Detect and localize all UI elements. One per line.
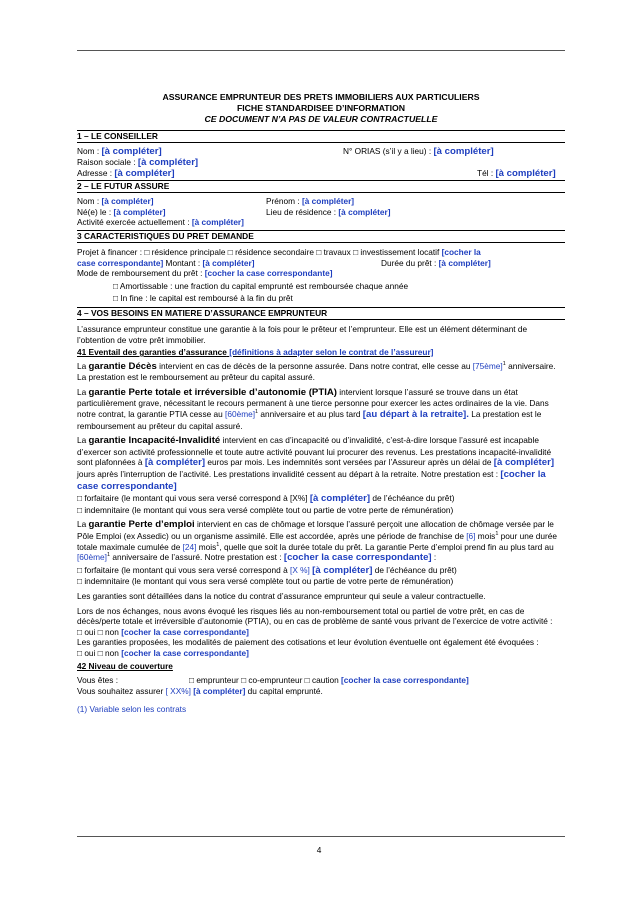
s2-nom-label: Nom : [77,196,102,207]
checkbox-garanties-oui[interactable]: □ [77,647,83,658]
s4-inv-cocher: [cocher la case correspondante] [77,469,546,492]
s1-raison-label: Raison sociale : [77,156,138,167]
s4-indem-label: indemnitaire (le montant qui vous sera versé complète tout ou partie de votre perte de rémunération) [82,504,454,515]
title-line-1: ASSURANCE EMPRUNTEUR DES PRETS IMMOBILIERS AUX PARTICULIERS [162,92,480,102]
s4-souhaitez-field[interactable]: [à compléter] [193,685,246,696]
s3-residence-secondaire-label: résidence secondaire [232,246,317,257]
s4-ptia-title: garantie Perte totale et irréversible d’autonomie (PTIA) [88,386,337,398]
s1-row-raison [77,157,565,168]
s1-nom-label: Nom : [77,146,102,157]
s4-ptia-age: [60ème] [225,409,256,420]
section-2-heading: 2 – LE FUTUR ASSURE [77,180,565,193]
checkbox-inv-indemnitaire[interactable]: □ [77,504,83,515]
s4-sub42: 42 Niveau de couverture [77,660,173,671]
s1-row-nom [77,146,565,157]
s4-souhaitez-x: [ XX%] [165,685,191,696]
s4-sub41-title: 41 Eventail des garanties d’assurance [77,347,227,358]
s4-inv-a: La [77,435,89,446]
s4-emp-a: La [77,519,89,530]
s2-activite-field[interactable]: [à compléter] [191,217,244,228]
checkbox-emprunteur[interactable]: □ [189,675,195,686]
s4-emp-cocher: [cocher la case correspondante] [283,552,432,564]
s3-opt-in-fine [77,293,565,304]
s1-adresse-label: Adresse : [77,167,115,178]
s4-indem2-label: indemnitaire (le montant qui vous sera versé complète tout ou partie de votre perte de rémunération) [82,576,454,587]
s4-etes-cocher: [cocher la case correspondante] [341,675,469,686]
section-3-heading: 3 CARACTERISTIQUES DU PRET DEMANDE [77,230,565,243]
s4-ptia-retraite: [au départ à la retraite]. [362,409,469,421]
s4-garanties-answer [77,648,565,659]
s4-forf-b: de l’échéance du prêt) [370,493,455,504]
s4-inv-plafond-field[interactable]: [à compléter] [144,457,206,469]
s4-notice: Les garanties sont détaillées dans la notice du contrat d’assurance emprunteur qui seule a valeur contractuelle. [77,590,486,601]
s4-forf2-x: [X %] [290,564,310,575]
s4-garanties-proposees: Les garanties proposées, les modalités de paiement des cotisations et leur évolution éventuelle ont également été évoquées : [77,637,539,648]
s4-inv-delai-field[interactable]: [à compléter] [493,457,555,469]
s4-emploi [77,519,565,563]
page-number: 4 [316,845,322,855]
s4-deces-sup: 1 [502,360,506,367]
s4-vous-etes [77,675,565,686]
title-line-3: CE DOCUMENT N’A PAS DE VALEUR CONTRACTUELLE [204,113,438,124]
s3-residence-principale-label: résidence principale [149,246,228,257]
s4-emp-j: mois [196,541,217,552]
s4-emp-duree: [24] [182,541,197,552]
s4-inv-e: jours après l’interruption de l’activité. Les prestations invalidité cessent au départ à la retraite. Notre prestation est : [77,469,501,480]
s3-row-mode [77,268,565,279]
s3-montant-field[interactable]: [à compléter] [202,257,255,268]
s4-souhaitez-b: du capital emprunté. [245,685,323,696]
checkbox-in-fine[interactable]: □ [113,293,119,304]
document-page [77,92,565,715]
s4-forf2-b: de l’échéance du prêt) [372,564,457,575]
s3-duree-label: Durée du prêt : [381,257,439,268]
s4-sub41-note: [définitions à adapter selon le contrat de l’assureur] [229,347,434,358]
checkbox-emp-forfaitaire[interactable]: □ [77,564,83,575]
s4-garanties-cocher: [cocher la case correspondante] [121,647,249,658]
s2-activite-label: Activité exercée actuellement : [77,217,192,228]
s3-mode-label: Mode de remboursement du prêt : [77,268,205,279]
s4-emp-age: [60ème] [77,552,107,563]
s4-souhaitez [77,686,565,697]
s4-sub41 [77,347,565,358]
s1-nom-field[interactable]: [à compléter] [101,146,162,158]
s1-raison-field[interactable]: [à compléter] [137,156,199,168]
s4-souhaitez-a: Vous souhaitez assurer [77,685,166,696]
s4-non-label: non [102,626,122,637]
checkbox-co-emprunteur[interactable]: □ [241,675,247,686]
s4-inv-title: garantie Incapacité-Invalidité [88,435,221,447]
s4-emp-k: , quelle que soit la durée totale du prêt. La garantie Perte d’emploi prend fin au plus tard au [219,541,554,552]
s4-deces-d: anniversaire. La prestation est le remboursement au prêteur du capital assuré. [77,360,556,383]
s4-non2-label: non [102,647,122,658]
s3-travaux-label: travaux [321,246,354,257]
s4-deces-c: intervient en cas de décès de la personne assurée. Dans notre contrat, elle cesse au [156,360,473,371]
s3-cocher-note: [cocher la [441,246,481,257]
s2-row-ne [77,207,565,218]
s4-caution-label: caution [309,675,342,686]
s4-ptia-a: La [77,386,89,397]
s4-emp-sup2: 1 [106,552,111,559]
s4-deces-title: garantie Décès [88,360,157,372]
s4-inv-forfaitaire [77,493,565,504]
checkbox-residence-principale[interactable]: □ [144,246,150,257]
s3-opt2-label: In fine : le capital est remboursé à la fin du prêt [118,293,293,304]
s4-oui2-label: oui [82,647,98,658]
s4-deces-age: [75ème] [472,360,503,371]
s4-coemp-label: co-emprunteur [246,675,305,686]
s4-forf-a: forfaitaire (le montant qui vous sera versé correspond à [X%] [82,493,310,504]
s4-inv-indemnitaire [77,505,565,516]
checkbox-investissement-locatif[interactable]: □ [353,246,359,257]
checkbox-emp-indemnitaire[interactable]: □ [77,576,83,587]
footnote: (1) Variable selon les contrats [77,704,187,715]
s4-emp-sup-b: 1 [216,541,220,548]
s3-mode-cocher: [cocher la case correspondante] [204,268,333,279]
s4-forf-field[interactable]: [à compléter] [309,493,371,505]
s3-opt-amortissable [77,281,565,292]
s4-emp-c: intervient en cas de chômage et lorsque l’assuré perçoit une allocation de chômage versée par le Pôle Emploi (ex Assedic) ou un organisme assimilé. Elle est accordée, après une période de franchise de [77,519,554,542]
s4-emprunteur-label: emprunteur [194,675,242,686]
checkbox-caution[interactable]: □ [304,675,310,686]
checkbox-travaux[interactable]: □ [316,246,322,257]
checkbox-residence-secondaire[interactable]: □ [227,246,233,257]
s4-emp-h: pour une durée totale maximale cumulée de [77,531,557,552]
section-1-heading: 1 – LE CONSEILLER [77,130,565,143]
s4-ptia-d: anniversaire et au plus tard [258,409,363,420]
s3-investissement-label: investissement locatif [358,246,442,257]
s3-cocher-note-cont: case correspondante] [77,257,164,268]
s4-intro: L’assurance emprunteur constitue une garantie à la fois pour le prêteur et l’emprunteur. Elle est un élément déterminant de l’obtention de votre prêt immobilier. [77,323,528,345]
s2-prenom-label: Prénom : [266,196,302,207]
s2-lieu-field[interactable]: [à compléter] [338,206,391,217]
s4-emp-indemnitaire [77,576,565,587]
s1-row-adresse [77,168,565,179]
s4-deces [77,361,565,383]
s1-orias-field[interactable]: [à compléter] [433,146,494,158]
s3-projet-label: Projet à financer : [77,246,145,257]
s4-forf2-a: forfaitaire (le montant qui vous sera versé correspond à [82,564,291,575]
s2-ne-field[interactable]: [à compléter] [113,206,166,217]
s4-ptia-c: intervient lorsque l’assuré se trouve dans un état particulièrement grave, nécessitant le recours permanent à une tierce personne pour exercer les actes ordinaires de la vie. Dans notre contrat, la garantie PTIA cesse au [77,386,549,420]
document-title [77,92,565,124]
s3-opt1-label: Amortissable : une fraction du capital emprunté est remboursée chaque année [118,280,409,291]
checkbox-echanges-oui[interactable]: □ [77,626,83,637]
s1-tel-field[interactable]: [à compléter] [495,167,556,179]
s4-forf2-field[interactable]: [à compléter] [312,564,373,576]
s1-tel-label: Tél : [477,167,496,178]
s2-nom-field[interactable]: [à compléter] [101,196,154,207]
s3-row-montant [77,258,565,269]
checkbox-amortissable[interactable]: □ [113,280,119,291]
s4-echanges-answer [77,627,565,638]
s3-montant-label: Montant : [163,257,203,268]
checkbox-garanties-non[interactable]: □ [97,647,103,658]
s4-inv-c: intervient en cas d’incapacité ou d’invalidité, c’est-à-dire lorsque l’assuré est incapable d’exercer son activité professionnelle et toute autre activité pouvant lui procurer des revenus. Les prestations incapacité-invalidité sont plafonnées à [77,435,552,468]
footer-rule [77,836,565,837]
s4-ptia-sup: 1 [255,409,259,416]
s4-emp-l: anniversaire de l’assuré. Notre prestation est : [110,552,284,563]
s4-oui-label: oui [82,626,98,637]
s3-projet [77,247,565,258]
s4-inv-d: euros par mois. Les indemnités sont versées par l’Assureur après un délai de [205,457,494,468]
s1-adresse-field[interactable]: [à compléter] [114,167,175,179]
header-rule [77,50,565,51]
checkbox-echanges-non[interactable]: □ [97,626,103,637]
s2-prenom-field[interactable]: [à compléter] [301,196,355,207]
s4-ptia-f: La prestation est le remboursement au prêteur du capital assuré. [77,409,542,431]
s4-echanges: Lors de nos échanges, nous avons évoqué les risques liés au non-remboursement total ou partiel de votre prêt, en cas de décès/perte totale et irréversible d’autonomie (PTIA), ou en cas de problème de santé vous privant de l’exercice de votre activité : [77,605,553,627]
s4-emp-forfaitaire [77,565,565,576]
s4-emp-title: garantie Perte d’emploi [88,519,195,531]
s2-ne-label: Né(e) le : [77,206,114,217]
title-line-2: FICHE STANDARDISEE D’INFORMATION [236,102,406,113]
checkbox-inv-forfaitaire[interactable]: □ [77,493,83,504]
s1-orias-label: N° ORIAS (s’il y a lieu) : [343,146,434,157]
s2-row-activite [77,217,565,228]
s4-invalidite [77,435,565,492]
s4-emp-sup: 1 [495,531,499,538]
s4-ptia [77,387,565,431]
section-4-heading: 4 – VOS BESOINS EN MATIERE D’ASSURANCE EMPRUNTEUR [77,307,565,320]
s4-emp-g: mois [475,531,496,542]
s2-row-nom [77,196,565,207]
s2-lieu-label: Lieu de résidence : [266,206,339,217]
s4-echanges-cocher: [cocher la case correspondante] [121,626,249,637]
s4-deces-a: La [77,360,89,371]
s4-etes-label: Vous êtes : [77,675,119,686]
s3-duree-field[interactable]: [à compléter] [438,257,491,268]
s4-emp-franchise: [6] [466,531,476,542]
s4-emp-m: : [431,552,437,563]
